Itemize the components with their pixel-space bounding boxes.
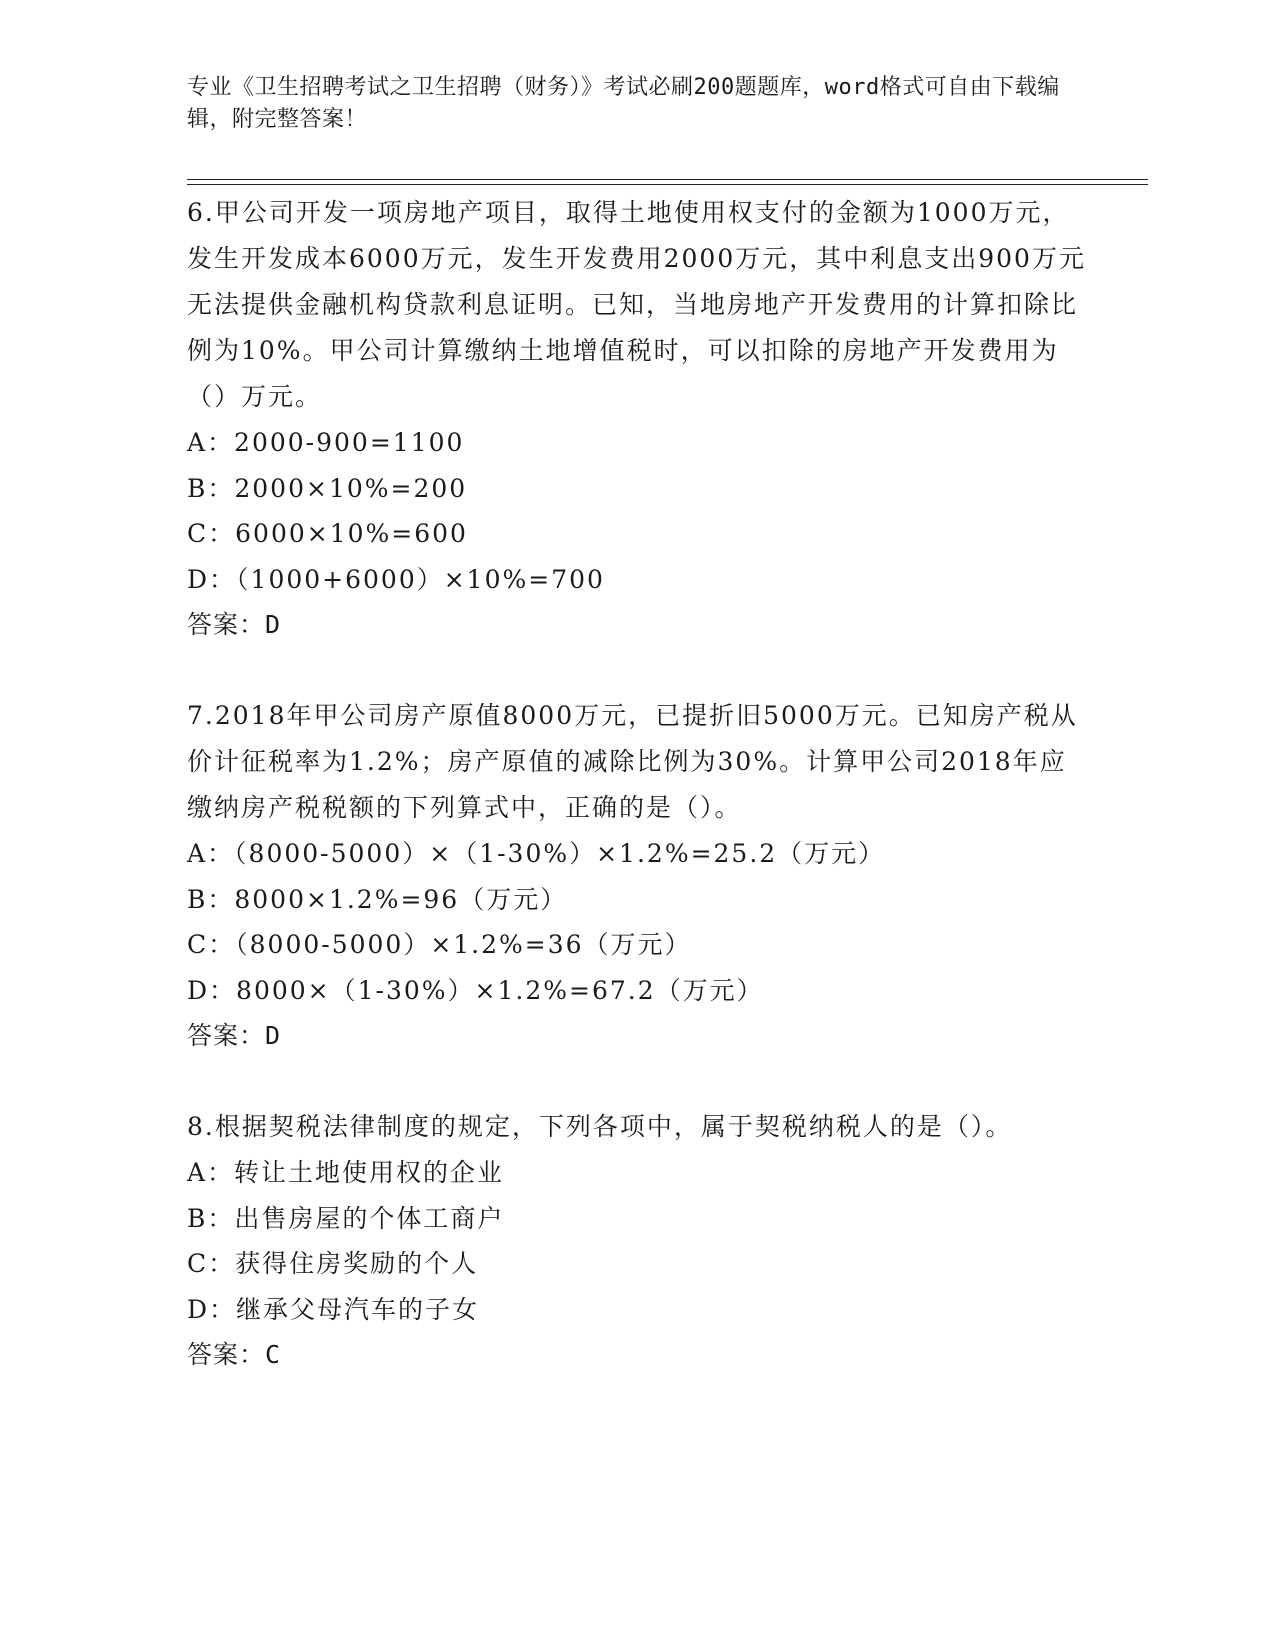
question-6 xyxy=(187,190,1087,648)
option-c: C：获得住房奖励的个人 xyxy=(187,1249,479,1278)
option-b: B：2000×10%=200 xyxy=(187,473,468,503)
answer: 答案：C xyxy=(187,1340,282,1369)
header-divider-top xyxy=(187,179,1148,180)
answer: 答案：D xyxy=(187,1021,282,1050)
option-b: B：8000×1.2%=96（万元） xyxy=(187,884,568,914)
question-8 xyxy=(187,1104,1087,1378)
option-d: D：继承父母汽车的子女 xyxy=(187,1294,480,1324)
option-a: A：2000-900=1100 xyxy=(187,428,465,457)
option-a: A：转让土地使用权的企业 xyxy=(187,1158,505,1187)
question-7 xyxy=(187,693,1087,1059)
option-c: C：（8000-5000）×1.2%=36（万元） xyxy=(187,930,692,959)
header-divider-bottom xyxy=(187,184,1148,185)
question-stem: 7.2018年甲公司房产原值8000万元，已提折旧5000万元。已知房产税从价计征税率为1.2%；房产原值的减除比例为30%。计算甲公司2018年应缴纳房产税税额的下列算式中，正确的是（）。 xyxy=(187,701,1078,822)
answer: 答案：D xyxy=(187,610,282,639)
question-stem: 6.甲公司开发一项房地产项目，取得土地使用权支付的金额为1000万元，发生开发成本6000万元，发生开发费用2000万元，其中利息支出900万元无法提供金融机构贷款利息证明。已知，当地房地产开发费用的计算扣除比例为10%。甲公司计算缴纳土地增值税时，可以扣除的房地产开发费用为（）万元。 xyxy=(187,198,1086,411)
document-header: 专业《卫生招聘考试之卫生招聘（财务）》考试必刷200题题库，word格式可自由下载编辑，附完整答案！ xyxy=(187,75,1060,132)
question-stem: 8.根据契税法律制度的规定，下列各项中，属于契税纳税人的是（）。 xyxy=(187,1112,1013,1141)
option-d: D：8000×（1-30%）×1.2%=67.2（万元） xyxy=(187,975,764,1005)
option-a: A：（8000-5000）×（1-30%）×1.2%=25.2（万元） xyxy=(187,839,886,868)
option-d: D：（1000+6000）×10%=700 xyxy=(187,564,605,594)
option-c: C：6000×10%=600 xyxy=(187,519,468,548)
question-list xyxy=(187,190,1087,1423)
option-b: B：出售房屋的个体工商户 xyxy=(187,1203,505,1233)
